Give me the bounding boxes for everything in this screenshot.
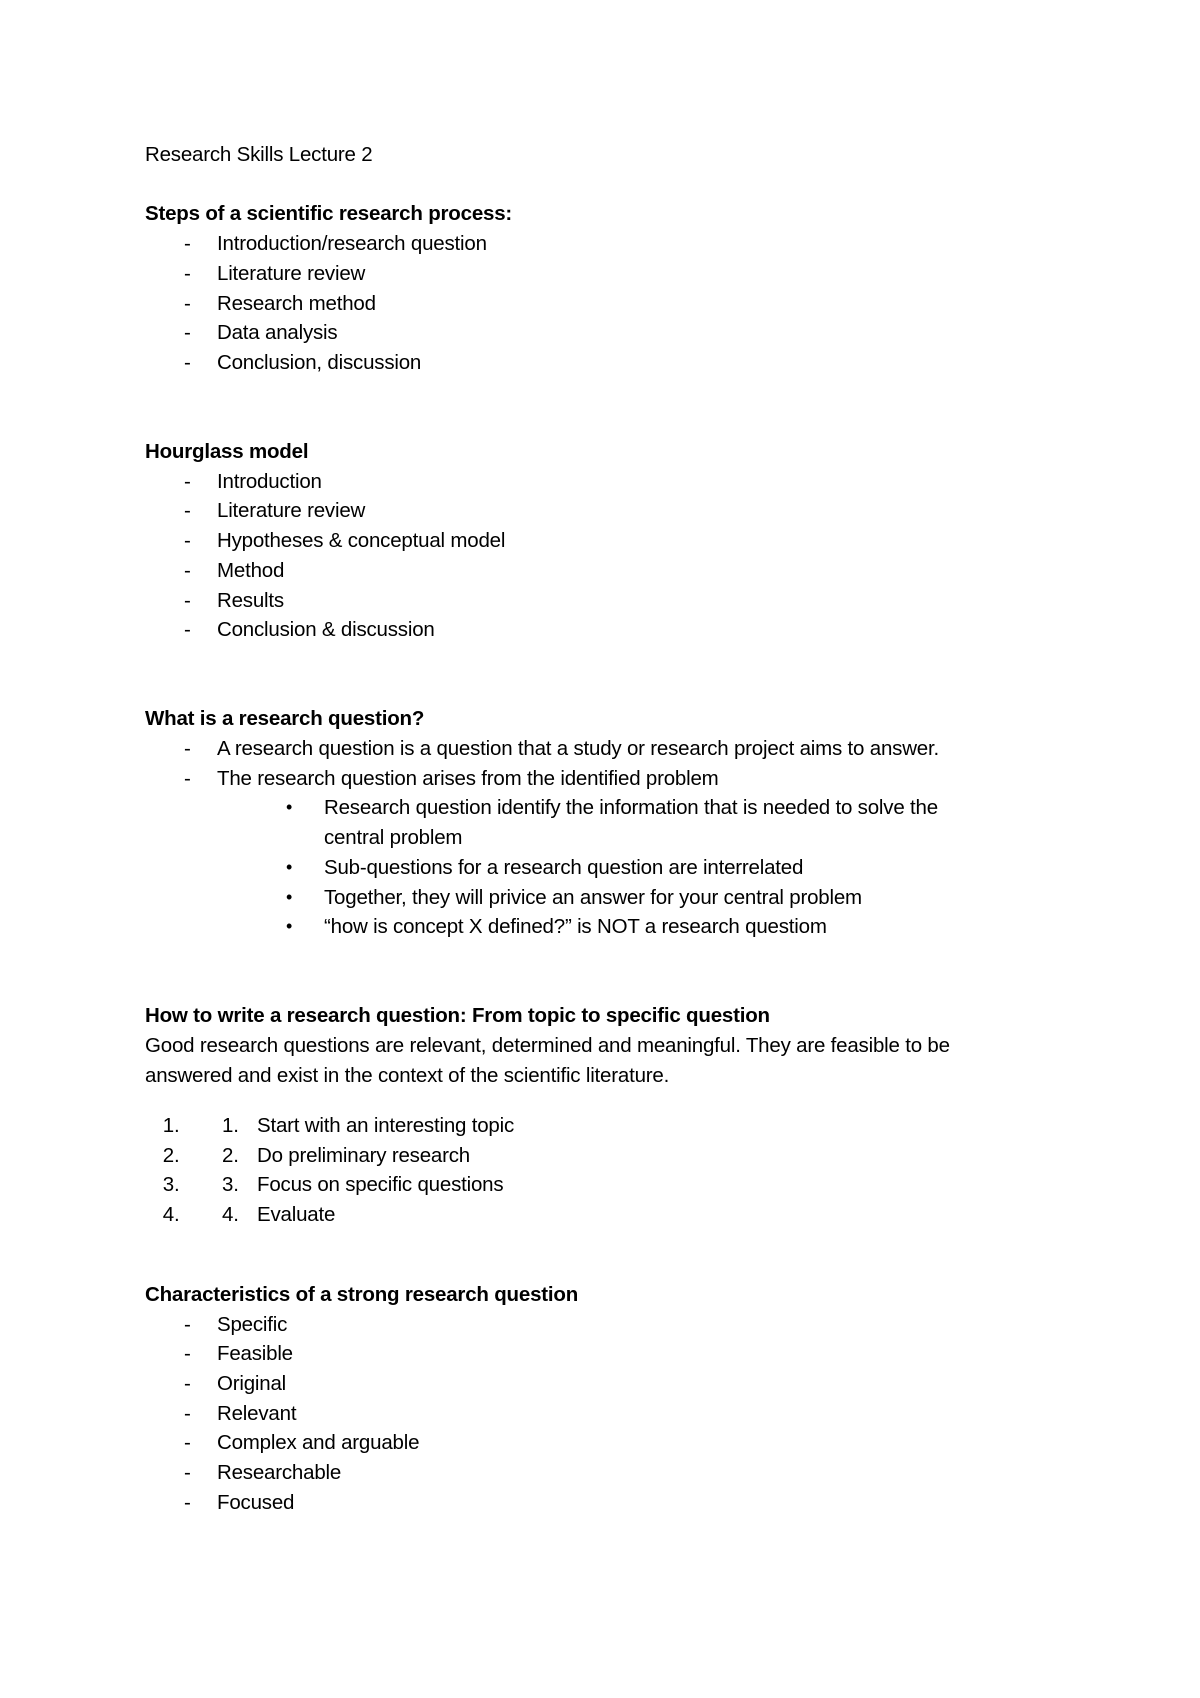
paragraph-line: Good research questions are relevant, determined and meaningful. They are feasible to be (145, 1034, 950, 1058)
list-item: - Data analysis (145, 318, 1065, 348)
spacer (145, 170, 1065, 200)
list-item: - A research question is a question that a study or research project aims to answer. (145, 734, 1065, 764)
dash-marker: - (184, 499, 191, 523)
document-page (145, 140, 1065, 1518)
number-marker: 2. 2. (222, 1143, 239, 1167)
heading-steps: Steps of a scientific research process: (145, 202, 513, 226)
list-item: - Literature review (145, 496, 1065, 526)
list-item: - Original (145, 1369, 1065, 1399)
dash-marker: - (184, 321, 191, 345)
dash-marker: - (184, 1401, 191, 1425)
dash-marker: - (184, 291, 191, 315)
dash-marker: - (184, 588, 191, 612)
dash-marker: - (184, 1490, 191, 1514)
bullet-marker: • (286, 916, 293, 937)
list-item: 3. 3. Focus on specific questions (185, 1170, 1065, 1200)
number-marker: 1. 1. (222, 1113, 239, 1137)
list-item: - Focused (145, 1488, 1065, 1518)
sub-list-item: • Together, they will privice an answer for your central problem (145, 883, 1065, 913)
paragraph-line: answered and exist in the context of the scientific literature. (145, 1063, 670, 1087)
list-item: - Relevant (145, 1399, 1065, 1429)
list-item: - Introduction (145, 467, 1065, 497)
list-item: 1. 1. Start with an interesting topic (185, 1111, 1065, 1141)
dash-marker: - (184, 350, 191, 374)
list-item: - Hypotheses & conceptual model (145, 526, 1065, 556)
hourglass-list (145, 467, 1065, 645)
list-item: - Conclusion & discussion (145, 615, 1065, 645)
dash-marker: - (184, 529, 191, 553)
dash-marker: - (184, 558, 191, 582)
heading-characteristics: Characteristics of a strong research question (145, 1282, 579, 1306)
heading-hourglass: Hourglass model (145, 440, 309, 463)
list-item: - Complex and arguable (145, 1428, 1065, 1458)
bullet-marker: • (286, 797, 293, 818)
dash-marker: - (184, 469, 191, 493)
list-item: - Research method (145, 289, 1065, 319)
document-title: Research Skills Lecture 2 (145, 143, 373, 166)
number-marker: 4. 4. (222, 1203, 239, 1227)
spacer (145, 1250, 1065, 1280)
dash-marker: - (184, 1312, 191, 1336)
spacer (145, 645, 1065, 704)
list-item: - Feasible (145, 1339, 1065, 1369)
dash-marker: - (184, 737, 191, 761)
dash-marker: - (184, 766, 191, 790)
dash-marker: - (184, 1461, 191, 1485)
heading-research-question: What is a research question? (145, 707, 425, 731)
heading-how-to-write: How to write a research question: From topic to specific question (145, 1004, 770, 1028)
dash-marker: - (184, 1372, 191, 1396)
list-item: - Researchable (145, 1458, 1065, 1488)
spacer (145, 378, 1065, 437)
sub-list-item: • Sub-questions for a research question are interrelated (145, 853, 1065, 883)
characteristics-list (145, 1310, 1065, 1518)
write-steps-list (145, 1111, 1065, 1230)
steps-list (145, 229, 1065, 378)
dash-marker: - (184, 232, 191, 256)
sub-list-item: • “how is concept X defined?” is NOT a research questiom (145, 912, 1065, 942)
sub-list-item-continuation: central problem (324, 826, 463, 850)
list-item: - The research question arises from the identified problem (145, 764, 1065, 794)
list-item: - Conclusion, discussion (145, 348, 1065, 378)
dash-marker: - (184, 1431, 191, 1455)
list-item: 4. 4. Evaluate (185, 1200, 1065, 1230)
list-item: - Literature review (145, 259, 1065, 289)
list-item: - Results (145, 586, 1065, 616)
spacer (145, 942, 1065, 1001)
dash-marker: - (184, 1342, 191, 1366)
sub-list-item: • Research question identify the information that is needed to solve the (145, 793, 1065, 823)
list-item: 2. 2. Do preliminary research (185, 1141, 1065, 1171)
bullet-marker: • (286, 886, 293, 907)
list-item: - Specific (145, 1310, 1065, 1340)
list-item: - Introduction/research question (145, 229, 1065, 259)
number-marker: 3. 3. (222, 1173, 239, 1197)
bullet-marker: • (286, 856, 293, 877)
research-question-list (145, 734, 1065, 942)
list-item: - Method (145, 556, 1065, 586)
dash-marker: - (184, 618, 191, 642)
dash-marker: - (184, 261, 191, 285)
